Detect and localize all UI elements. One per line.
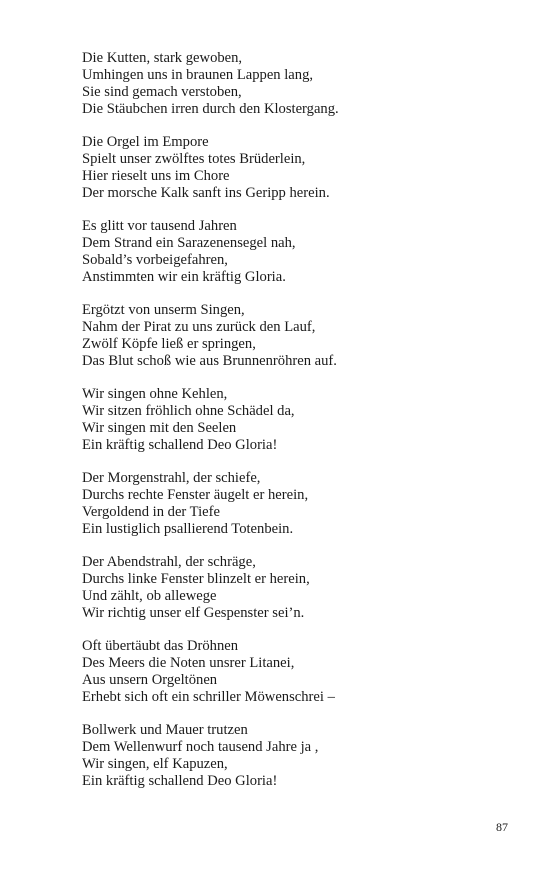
page-number: 87 (496, 820, 508, 834)
poem-line: Die Stäubchen irren durch den Klostergang. (82, 101, 339, 117)
poem-line: Nahm der Pirat zu uns zurück den Lauf, (82, 319, 316, 335)
stanza-2 (82, 134, 522, 202)
stanza-7 (82, 554, 522, 622)
poem-line: Sie sind gemach verstoben, (82, 84, 242, 100)
poem-line: Dem Strand ein Sarazenensegel nah, (82, 235, 296, 251)
poem-line: Die Orgel im Empore (82, 134, 209, 150)
stanza-9 (82, 722, 522, 790)
poem-line: Es glitt vor tausend Jahren (82, 218, 237, 234)
poem-line: Anstimmten wir ein kräftig Gloria. (82, 269, 286, 285)
poem-line: Umhingen uns in braunen Lappen lang, (82, 67, 314, 83)
stanza-6 (82, 470, 522, 538)
poem-line: Ergötzt von unserm Singen, (82, 302, 245, 318)
poem-line: Sobald’s vorbeigefahren, (82, 252, 228, 268)
poem-line: Und zählt, ob allewege (82, 588, 217, 604)
poem-line: Wir singen mit den Seelen (82, 420, 237, 436)
stanza-8 (82, 638, 522, 706)
poem-line: Wir singen, elf Kapuzen, (82, 756, 228, 772)
poem-line: Der Abendstrahl, der schräge, (82, 554, 256, 570)
poem-line: Oft übertäubt das Dröhnen (82, 638, 239, 654)
poem-body (82, 50, 522, 806)
stanza-1 (82, 50, 522, 118)
poem-line: Ein lustiglich psallierend Totenbein. (82, 521, 294, 537)
stanza-4 (82, 302, 522, 370)
poem-line: Wir singen ohne Kehlen, (82, 386, 228, 402)
stanza-3 (82, 218, 522, 286)
poem-line: Die Kutten, stark gewoben, (82, 50, 243, 66)
poem-line: Erhebt sich oft ein schriller Möwenschrei – (82, 689, 335, 705)
poem-line: Des Meers die Noten unsrer Litanei, (82, 655, 295, 671)
poem-line: Dem Wellenwurf noch tausend Jahre ja , (82, 739, 319, 755)
poem-line: Der morsche Kalk sanft ins Geripp herein. (82, 185, 330, 201)
stanza-5 (82, 386, 522, 454)
poem-line: Ein kräftig schallend Deo Gloria! (82, 773, 278, 789)
poem-line: Wir richtig unser elf Gespenster sei’n. (82, 605, 305, 621)
poem-line: Vergoldend in der Tiefe (82, 504, 220, 520)
poem-line: Der Morgenstrahl, der schiefe, (82, 470, 261, 486)
poem-line: Ein kräftig schallend Deo Gloria! (82, 437, 278, 453)
poem-line: Aus unsern Orgeltönen (82, 672, 218, 688)
poem-line: Durchs rechte Fenster äugelt er herein, (82, 487, 309, 503)
poem-line: Wir sitzen fröhlich ohne Schädel da, (82, 403, 295, 419)
poem-line: Hier rieselt uns im Chore (82, 168, 230, 184)
poem-line: Bollwerk und Mauer trutzen (82, 722, 248, 738)
poem-line: Das Blut schoß wie aus Brunnenröhren auf. (82, 353, 337, 369)
poem-line: Durchs linke Fenster blinzelt er herein, (82, 571, 310, 587)
poem-line: Spielt unser zwölftes totes Brüderlein, (82, 151, 306, 167)
poem-line: Zwölf Köpfe ließ er springen, (82, 336, 256, 352)
